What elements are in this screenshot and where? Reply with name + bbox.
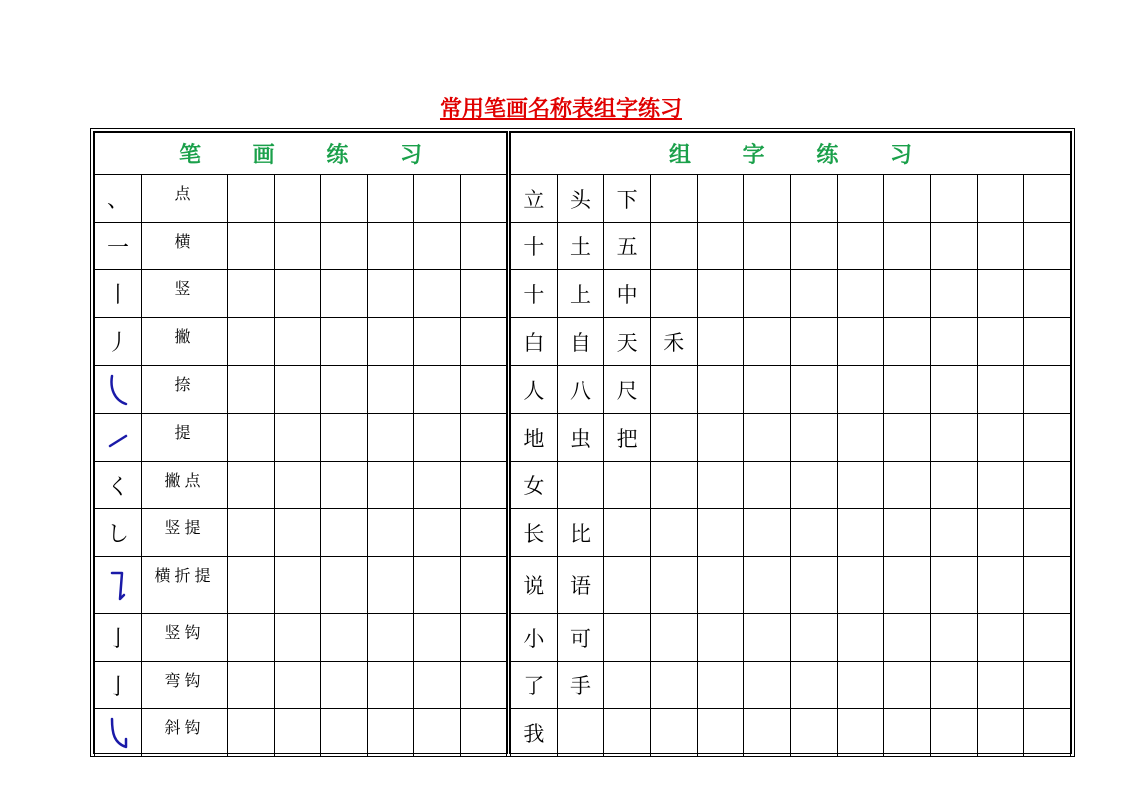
practice-cell	[1024, 414, 1071, 462]
practice-cell	[321, 223, 368, 270]
practice-cell	[837, 414, 884, 462]
practice-cell	[414, 557, 461, 614]
stroke-row	[95, 223, 507, 270]
word-char-cell: 自	[557, 318, 604, 366]
practice-cell	[1024, 557, 1071, 614]
stroke-name: 斜钩	[142, 709, 228, 757]
practice-cell	[884, 223, 931, 270]
practice-cell	[1024, 175, 1071, 223]
practice-cell	[977, 175, 1024, 223]
stroke-row	[95, 557, 507, 614]
practice-cell	[884, 270, 931, 318]
practice-cell	[837, 509, 884, 557]
stroke-row	[95, 414, 507, 462]
practice-cell	[414, 462, 461, 509]
stroke-row	[95, 614, 507, 662]
practice-cell	[1024, 709, 1071, 757]
word-char-cell: 十	[511, 223, 558, 270]
word-char-cell	[650, 462, 697, 509]
page-title: 常用笔画名称表组字练习	[439, 96, 682, 122]
word-char-cell	[604, 709, 651, 757]
word-char-cell: 我	[511, 709, 558, 757]
practice-cell	[790, 318, 837, 366]
practice-cell	[744, 614, 791, 662]
practice-cell	[744, 175, 791, 223]
practice-cell	[460, 175, 507, 223]
practice-cell	[884, 614, 931, 662]
stroke-practice-header: 笔 画 练 习	[95, 133, 507, 175]
practice-cell	[697, 509, 744, 557]
practice-cell	[697, 614, 744, 662]
practice-cell	[460, 366, 507, 414]
practice-cell	[884, 462, 931, 509]
practice-cell	[274, 366, 321, 414]
rising-stroke-icon	[95, 414, 142, 462]
practice-cell	[321, 509, 368, 557]
practice-cell	[837, 557, 884, 614]
stroke-name: 提	[142, 414, 228, 462]
word-char-cell: 八	[557, 366, 604, 414]
practice-cell	[744, 462, 791, 509]
practice-cell	[790, 662, 837, 709]
practice-cell	[460, 270, 507, 318]
practice-cell	[321, 662, 368, 709]
stroke-name: 撇	[142, 318, 228, 366]
word-row	[511, 223, 1071, 270]
practice-cell	[367, 414, 414, 462]
practice-cell	[228, 614, 275, 662]
practice-cell	[744, 509, 791, 557]
practice-cell	[321, 414, 368, 462]
practice-cell	[274, 223, 321, 270]
practice-cell	[414, 223, 461, 270]
practice-cell	[1024, 509, 1071, 557]
word-char-cell: 女	[511, 462, 558, 509]
practice-cell	[790, 557, 837, 614]
practice-cell	[837, 614, 884, 662]
practice-cell	[414, 414, 461, 462]
practice-cell	[790, 414, 837, 462]
stroke-name: 弯钩	[142, 662, 228, 709]
practice-cell	[460, 318, 507, 366]
practice-cell	[697, 662, 744, 709]
practice-cell	[274, 270, 321, 318]
word-char-cell	[604, 509, 651, 557]
practice-cell	[697, 557, 744, 614]
word-char-cell: 头	[557, 175, 604, 223]
practice-cell	[274, 509, 321, 557]
word-char-cell: 比	[557, 509, 604, 557]
practice-cell	[274, 175, 321, 223]
practice-cell	[837, 318, 884, 366]
practice-cell	[930, 366, 977, 414]
practice-cell	[930, 318, 977, 366]
practice-cell	[977, 318, 1024, 366]
word-row	[511, 462, 1071, 509]
practice-cell	[977, 662, 1024, 709]
word-char-cell	[604, 614, 651, 662]
stroke-practice-panel	[93, 131, 508, 754]
practice-cell	[884, 366, 931, 414]
practice-cell	[228, 175, 275, 223]
practice-cell	[790, 366, 837, 414]
word-char-cell: 土	[557, 223, 604, 270]
word-char-cell	[604, 557, 651, 614]
practice-cell	[697, 270, 744, 318]
right-falling-stroke-icon	[95, 366, 142, 414]
practice-cell	[790, 270, 837, 318]
word-char-cell	[650, 557, 697, 614]
practice-cell	[697, 366, 744, 414]
practice-cell	[744, 318, 791, 366]
practice-cell	[977, 270, 1024, 318]
practice-cell	[1024, 614, 1071, 662]
left-falling-dot-stroke-icon: く	[95, 462, 142, 509]
dot-stroke-icon: 、	[95, 175, 142, 223]
practice-cell	[228, 366, 275, 414]
word-char-cell	[650, 662, 697, 709]
practice-cell	[744, 366, 791, 414]
practice-cell	[930, 509, 977, 557]
word-char-cell: 上	[557, 270, 604, 318]
left-falling-stroke-icon: 丿	[95, 318, 142, 366]
practice-cell	[228, 318, 275, 366]
practice-cell	[930, 614, 977, 662]
word-char-cell: 天	[604, 318, 651, 366]
stroke-name: 竖提	[142, 509, 228, 557]
stroke-name: 点	[142, 175, 228, 223]
word-char-cell: 长	[511, 509, 558, 557]
practice-cell	[321, 709, 368, 757]
practice-cell	[460, 614, 507, 662]
practice-cell	[930, 557, 977, 614]
practice-cell	[414, 614, 461, 662]
practice-cell	[414, 175, 461, 223]
stroke-row	[95, 318, 507, 366]
word-char-cell: 中	[604, 270, 651, 318]
practice-cell	[930, 709, 977, 757]
word-char-cell: 人	[511, 366, 558, 414]
word-char-cell: 立	[511, 175, 558, 223]
practice-cell	[697, 462, 744, 509]
practice-cell	[790, 614, 837, 662]
stroke-name: 竖	[142, 270, 228, 318]
practice-cell	[977, 557, 1024, 614]
practice-cell	[274, 557, 321, 614]
word-char-cell: 把	[604, 414, 651, 462]
practice-cell	[367, 462, 414, 509]
practice-cell	[321, 557, 368, 614]
practice-cell	[414, 318, 461, 366]
word-char-cell: 尺	[604, 366, 651, 414]
practice-cell	[367, 175, 414, 223]
practice-cell	[1024, 366, 1071, 414]
practice-cell	[274, 662, 321, 709]
practice-cell	[460, 414, 507, 462]
word-char-cell: 语	[557, 557, 604, 614]
stroke-row	[95, 462, 507, 509]
practice-cell	[367, 557, 414, 614]
practice-cell	[744, 709, 791, 757]
practice-cell	[460, 462, 507, 509]
practice-cell	[414, 270, 461, 318]
practice-cell	[274, 709, 321, 757]
vertical-hook-stroke-icon: 亅	[95, 614, 142, 662]
practice-cell	[790, 462, 837, 509]
practice-cell	[321, 175, 368, 223]
word-row	[511, 175, 1071, 223]
practice-cell	[321, 462, 368, 509]
practice-cell	[884, 709, 931, 757]
practice-cell	[367, 614, 414, 662]
practice-cell	[228, 662, 275, 709]
practice-cell	[697, 175, 744, 223]
practice-cell	[697, 318, 744, 366]
practice-cell	[1024, 462, 1071, 509]
practice-cell	[884, 318, 931, 366]
word-char-cell	[604, 662, 651, 709]
practice-cell	[977, 462, 1024, 509]
practice-cell	[837, 662, 884, 709]
practice-cell	[977, 509, 1024, 557]
word-row	[511, 614, 1071, 662]
word-char-cell	[557, 462, 604, 509]
stroke-name: 撇点	[142, 462, 228, 509]
practice-cell	[228, 557, 275, 614]
practice-cell	[228, 462, 275, 509]
practice-cell	[460, 662, 507, 709]
practice-cell	[930, 223, 977, 270]
practice-cell	[321, 270, 368, 318]
practice-cell	[367, 318, 414, 366]
word-char-cell: 手	[557, 662, 604, 709]
word-char-cell: 可	[557, 614, 604, 662]
practice-cell	[930, 662, 977, 709]
practice-cell	[1024, 318, 1071, 366]
practice-cell	[321, 318, 368, 366]
word-char-cell: 地	[511, 414, 558, 462]
stroke-row	[95, 270, 507, 318]
word-char-cell: 下	[604, 175, 651, 223]
practice-cell	[367, 366, 414, 414]
word-char-cell: 禾	[650, 318, 697, 366]
stroke-name: 捺	[142, 366, 228, 414]
word-char-cell: 虫	[557, 414, 604, 462]
practice-cell	[228, 414, 275, 462]
practice-cell	[697, 709, 744, 757]
practice-cell	[837, 709, 884, 757]
practice-cell	[977, 709, 1024, 757]
practice-cell	[321, 614, 368, 662]
word-row	[511, 318, 1071, 366]
practice-cell	[790, 709, 837, 757]
horizontal-bend-rising-stroke-icon	[95, 557, 142, 614]
practice-cell	[367, 270, 414, 318]
practice-cell	[837, 366, 884, 414]
practice-cell	[884, 662, 931, 709]
practice-cell	[228, 270, 275, 318]
vertical-rising-stroke-icon: し	[95, 509, 142, 557]
word-practice-panel	[509, 131, 1072, 754]
practice-cell	[367, 509, 414, 557]
practice-cell	[274, 414, 321, 462]
practice-cell	[414, 509, 461, 557]
practice-cell	[837, 462, 884, 509]
practice-cell	[274, 462, 321, 509]
practice-cell	[228, 223, 275, 270]
slanted-hook-stroke-icon	[95, 709, 142, 757]
practice-cell	[837, 175, 884, 223]
practice-cell	[744, 662, 791, 709]
practice-cell	[460, 557, 507, 614]
word-practice-header: 组 字 练 习	[511, 133, 1071, 175]
word-row	[511, 709, 1071, 757]
word-char-cell	[650, 270, 697, 318]
practice-cell	[790, 509, 837, 557]
word-row	[511, 662, 1071, 709]
stroke-name: 横	[142, 223, 228, 270]
word-char-cell: 十	[511, 270, 558, 318]
word-char-cell	[650, 509, 697, 557]
practice-cell	[744, 223, 791, 270]
stroke-practice-table	[94, 132, 507, 757]
word-char-cell: 小	[511, 614, 558, 662]
practice-cell	[977, 223, 1024, 270]
practice-cell	[790, 175, 837, 223]
practice-cell	[367, 709, 414, 757]
word-char-cell	[650, 709, 697, 757]
word-char-cell: 了	[511, 662, 558, 709]
practice-cell	[367, 662, 414, 709]
practice-cell	[744, 270, 791, 318]
practice-cell	[977, 414, 1024, 462]
practice-cell	[884, 509, 931, 557]
practice-cell	[460, 509, 507, 557]
practice-cell	[930, 270, 977, 318]
stroke-name: 横折提	[142, 557, 228, 614]
practice-cell	[1024, 223, 1071, 270]
stroke-row	[95, 366, 507, 414]
practice-cell	[884, 414, 931, 462]
practice-cell	[1024, 270, 1071, 318]
word-row	[511, 366, 1071, 414]
practice-cell	[977, 366, 1024, 414]
word-row	[511, 509, 1071, 557]
practice-cell	[414, 662, 461, 709]
stroke-name: 竖钩	[142, 614, 228, 662]
practice-cell	[460, 709, 507, 757]
practice-cell	[697, 414, 744, 462]
practice-cell	[414, 366, 461, 414]
word-char-cell	[557, 709, 604, 757]
practice-cell	[274, 614, 321, 662]
word-char-cell: 说	[511, 557, 558, 614]
practice-cell	[977, 614, 1024, 662]
practice-cell	[367, 223, 414, 270]
practice-cell	[837, 223, 884, 270]
word-char-cell: 五	[604, 223, 651, 270]
word-row	[511, 414, 1071, 462]
practice-cell	[837, 270, 884, 318]
practice-cell	[460, 223, 507, 270]
word-char-cell	[650, 414, 697, 462]
practice-cell	[930, 414, 977, 462]
horizontal-stroke-icon: 一	[95, 223, 142, 270]
practice-cell	[1024, 662, 1071, 709]
vertical-stroke-icon: 丨	[95, 270, 142, 318]
practice-cell	[228, 509, 275, 557]
practice-cell	[884, 557, 931, 614]
word-row	[511, 557, 1071, 614]
practice-cell	[744, 414, 791, 462]
word-char-cell	[650, 223, 697, 270]
word-char-cell	[604, 462, 651, 509]
word-char-cell	[650, 175, 697, 223]
word-char-cell	[650, 614, 697, 662]
practice-cell	[228, 709, 275, 757]
practice-cell	[884, 175, 931, 223]
stroke-row	[95, 662, 507, 709]
practice-cell	[744, 557, 791, 614]
word-char-cell: 白	[511, 318, 558, 366]
curved-hook-stroke-icon: 亅	[95, 662, 142, 709]
practice-cell	[414, 709, 461, 757]
practice-cell	[274, 318, 321, 366]
worksheet-frame	[90, 128, 1075, 757]
stroke-row	[95, 509, 507, 557]
practice-cell	[321, 366, 368, 414]
stroke-row	[95, 709, 507, 757]
practice-cell	[930, 175, 977, 223]
stroke-row	[95, 175, 507, 223]
practice-cell	[697, 223, 744, 270]
practice-cell	[790, 223, 837, 270]
word-practice-table	[510, 132, 1071, 757]
word-row	[511, 270, 1071, 318]
word-char-cell	[650, 366, 697, 414]
practice-cell	[930, 462, 977, 509]
